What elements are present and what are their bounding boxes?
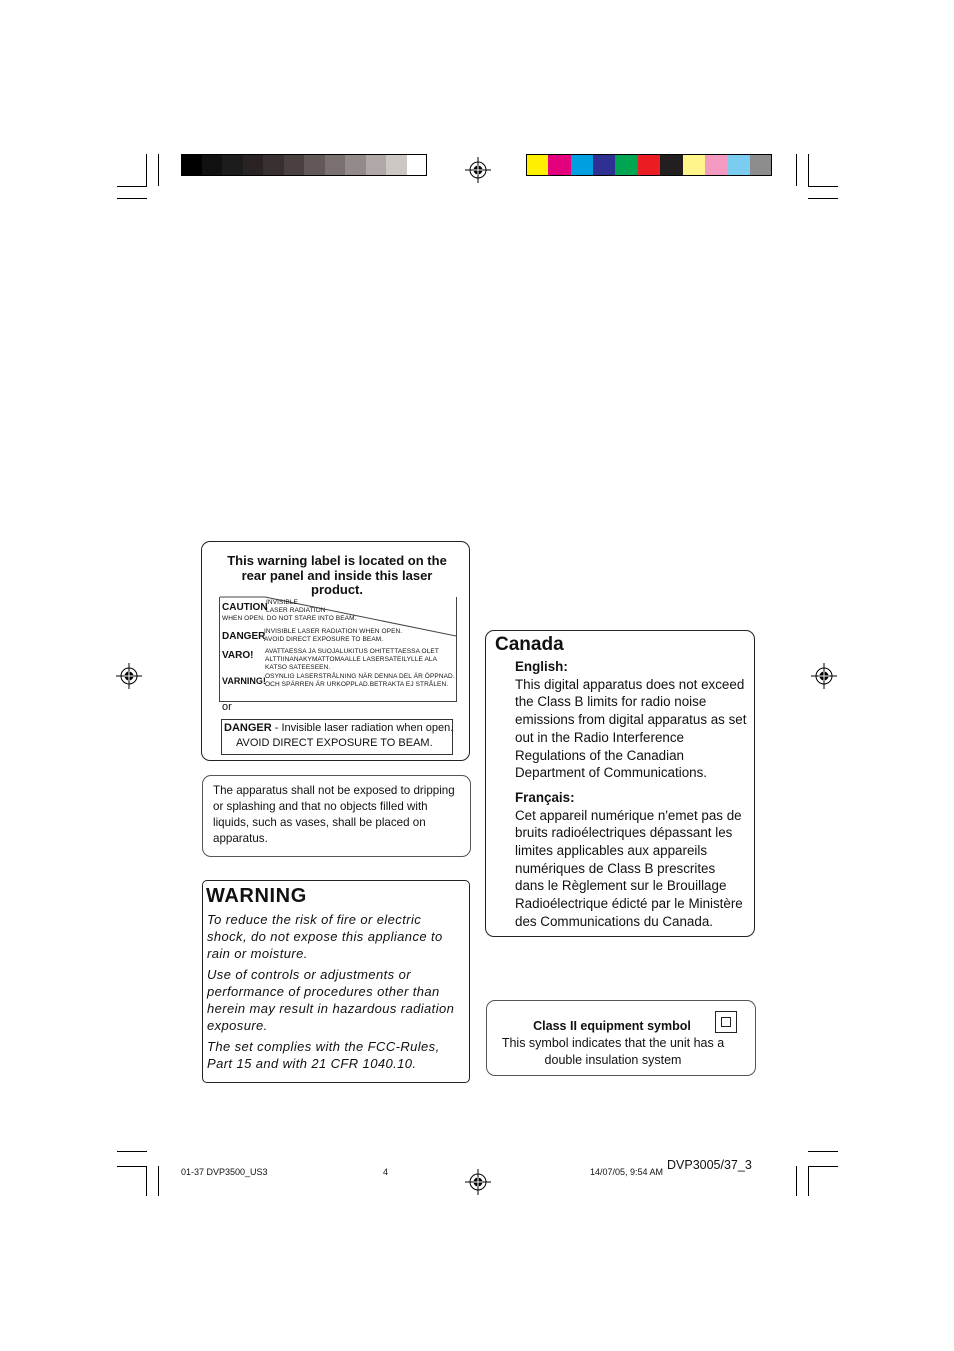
laser-label-heading: This warning label is located on the rear panel and inside this laser product. (227, 553, 447, 597)
varo-text-2: ALTTIINANAKYMATTOMAALLE LASERSATEILYLLE ALA (265, 656, 438, 663)
warning-paragraph-3: The set complies with the FCC-Rules, Part 15 and with 21 CFR 1040.10. (207, 1039, 440, 1071)
french-label: Français: (515, 789, 575, 805)
warning-paragraph-2: Use of controls or adjustments or performance of procedures other than herein may result in hazardous radiation exposure. (207, 967, 455, 1033)
varning-text-1: OSYNLIG LASERSTRÅLNING NÄR DENNA DEL ÄR ÖPPNAD. (265, 673, 455, 680)
caution-tag: CAUTION (222, 602, 268, 613)
english-text: This digital apparatus does not exceed the Class B limits for radio noise emissions from digital apparatus as set out in the Radio Interference Regulations of the Canadian Department of Communications. (515, 676, 747, 781)
class2-text: This symbol indicates that the unit has a double insulation system (501, 1036, 725, 1067)
danger2-line2: AVOID DIRECT EXPOSURE TO BEAM. (236, 737, 433, 749)
footer-timestamp: 14/07/05, 9:54 AM (590, 1167, 664, 1177)
danger-text-1: INVISIBLE LASER RADIATION WHEN OPEN. (264, 628, 403, 635)
laser-label-graphic (219, 597, 457, 702)
danger2-tag: DANGER (224, 722, 272, 734)
class2-box (486, 1000, 756, 1076)
or-text: or (222, 701, 232, 713)
varo-text-3: KATSO SATEESEEN. (265, 664, 331, 671)
dripping-warning-text: The apparatus shall not be exposed to dripping or splashing and that no objects filled with liquids, such as vases, shall be placed on apparatus. (213, 784, 455, 845)
footer-model: DVP3005/37_3 (667, 1158, 752, 1172)
danger-tag: DANGER (222, 631, 266, 642)
french-text: Cet appareil numérique n'emet pas de bruits radioélectriques dépassant les limites applicables aux appareils numériques de Class B prescrites dans le Règlement sur le Brouillage Radioélectrique édicté par le Ministère des Communications du Canada. (515, 807, 743, 929)
danger-label-alt (221, 719, 453, 755)
registration-mark-icon (811, 663, 837, 689)
footer-file: 01-37 DVP3500_US3 (181, 1167, 268, 1177)
canada-box (485, 630, 755, 937)
caution-text-1: INVISIBLE (266, 599, 298, 606)
caution-text-3: WHEN OPEN. DO NOT STARE INTO BEAM. (222, 615, 357, 622)
registration-mark-icon (465, 1169, 491, 1195)
double-square-icon (715, 1011, 737, 1033)
varo-tag: VARO! (222, 650, 254, 661)
laser-warning-label-box (201, 541, 470, 761)
registration-mark-icon (465, 157, 491, 183)
danger-text-2: AVOID DIRECT EXPOSURE TO BEAM. (264, 636, 384, 643)
warning-box (202, 880, 470, 1083)
registration-mark-icon (116, 663, 142, 689)
dripping-warning-box (202, 775, 471, 857)
class2-title: Class II equipment symbol (533, 1019, 691, 1033)
varning-tag: VARNING! (222, 676, 266, 686)
warning-paragraph-1: To reduce the risk of fire or electric shock, do not expose this appliance to rain or moisture. (207, 912, 443, 961)
varo-text-1: AVATTAESSA JA SUOJALUKITUS OHITETTAESSA OLET (265, 648, 439, 655)
warning-title: WARNING (206, 885, 307, 907)
english-label: English: (515, 659, 568, 674)
caution-text-2: LASER RADIATION (266, 607, 326, 614)
footer-page: 4 (383, 1167, 389, 1177)
danger2-text: - Invisible laser radiation when open. (271, 722, 454, 734)
canada-title: Canada (495, 634, 564, 655)
varning-text-2: OCH SPÄRREN ÄR URKOPPLAD.BETRAKTA EJ STRÅLEN. (265, 681, 449, 688)
